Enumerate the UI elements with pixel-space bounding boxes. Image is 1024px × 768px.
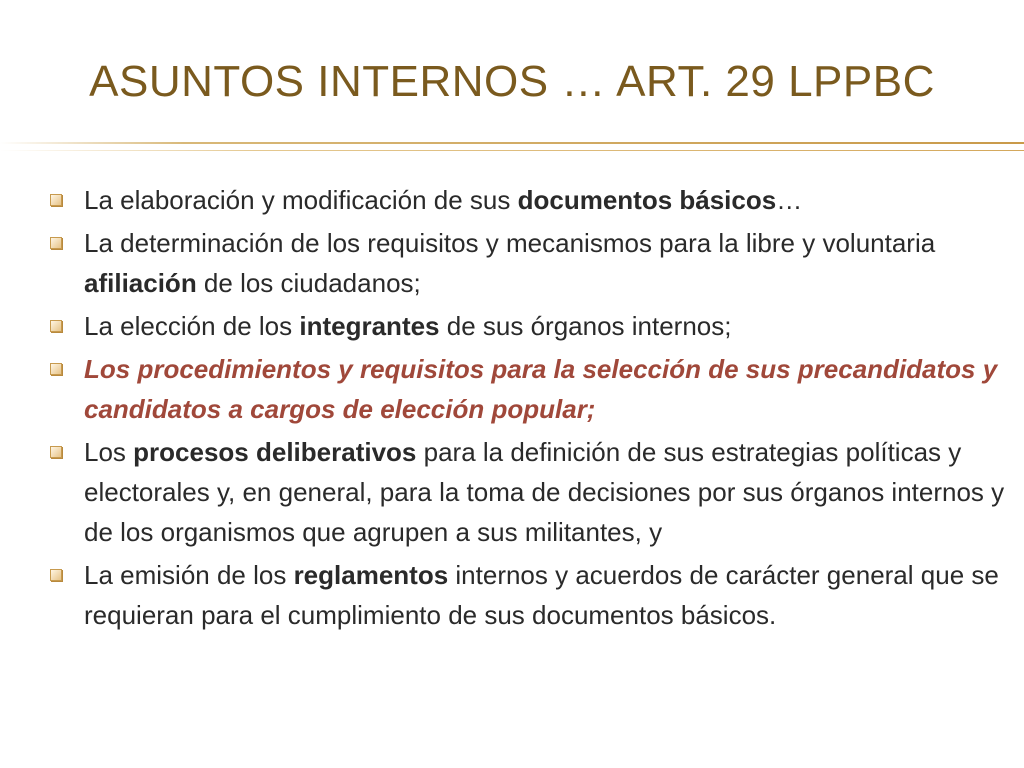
item-text-bold: integrantes [299,311,440,341]
divider-line-bottom [0,150,1024,151]
square-bullet-icon [50,446,62,458]
item-text-post: de sus órganos internos; [439,311,732,341]
list-item [46,306,1006,346]
divider-line-top [0,142,1024,144]
item-text-bold: reglamentos [293,560,449,590]
item-text-pre: La elaboración y modificación de sus [84,185,518,215]
item-text-post: de los ciudadanos; [196,268,421,298]
list-item-highlighted [46,349,1006,429]
list-item [46,555,1006,635]
item-text-post: internos y acuerdos de carácter general que se requieran para el cumplimiento de sus documentos básicos. [84,560,999,630]
title-area [0,52,1024,122]
item-text-bold: procesos deliberativos [133,437,417,467]
bullet-list [46,180,1006,638]
item-text-pre: La determinación de los requisitos y mecanismos para la libre y voluntaria [84,228,936,258]
square-bullet-icon [50,569,62,581]
list-item [46,223,1006,303]
square-bullet-icon [50,237,62,249]
item-text-post: … [776,185,803,215]
square-bullet-icon [50,194,62,206]
slide-title: ASUNTOS INTERNOS … ART. 29 LPPBC [89,57,935,106]
square-bullet-icon [50,363,62,375]
square-bullet-icon [50,320,62,332]
item-text-highlight: Los procedimientos y requisitos para la selección de sus precandidatos y candidatos a cargos de elección popular; [84,354,998,424]
item-text-pre: La elección de los [84,311,300,341]
item-text-pre: La emisión de los [84,560,294,590]
item-text-bold: documentos básicos [517,185,777,215]
item-text-post: para la definición de sus estrategias políticas y electorales y, en general, para la toma de decisiones por sus órganos internos y de los organismos que agrupen a sus militantes, y [84,437,1005,547]
list-item [46,432,1006,552]
item-text-pre: Los [84,437,134,467]
list-item [46,180,1006,220]
item-text-bold: afiliación [84,268,197,298]
